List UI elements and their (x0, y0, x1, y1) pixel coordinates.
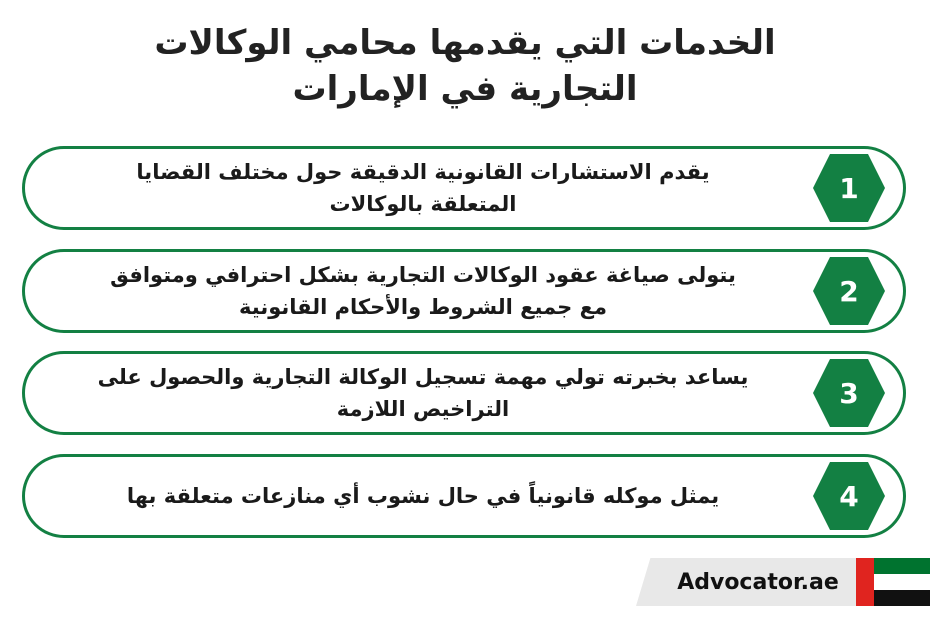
flag-red-band (856, 558, 874, 606)
brand-name[interactable]: Advocator.ae (677, 569, 839, 595)
number-badge-1-label: 1 (839, 171, 859, 205)
service-item-1 (22, 146, 906, 230)
uae-flag-icon (856, 558, 930, 606)
service-text-3 (47, 354, 799, 432)
service-item-4 (22, 454, 906, 538)
service-text-2 (47, 252, 799, 330)
service-text-1-line-1: يقدم الاستشارات القانونية الدقيقة حول مختلف القضايا (136, 160, 710, 184)
number-badge-4 (811, 458, 887, 534)
number-badge-2-label: 2 (839, 274, 859, 308)
service-text-2-line-1: يتولى صياغة عقود الوكالات التجارية بشكل احترافي ومتوافق (110, 263, 736, 287)
flag-green-stripe (874, 558, 930, 574)
service-text-3-line-1: يساعد بخبرته تولي مهمة تسجيل الوكالة التجارية والحصول على (97, 365, 749, 389)
flag-white-stripe (874, 574, 930, 590)
service-text-4 (47, 457, 799, 535)
number-badge-1 (811, 150, 887, 226)
service-text-3-line-2: التراخيص اللازمة (336, 397, 510, 421)
number-badge-2 (811, 253, 887, 329)
title-line-1: الخدمات التي يقدمها محامي الوكالات (154, 23, 776, 63)
page-title (60, 20, 870, 112)
service-text-1 (47, 149, 799, 227)
number-badge-4-label: 4 (839, 479, 859, 513)
service-text-2-line-2: مع جميع الشروط والأحكام القانونية (239, 295, 607, 319)
title-line-2: التجارية في الإمارات (292, 69, 638, 109)
service-item-2 (22, 249, 906, 333)
number-badge-3 (811, 355, 887, 431)
flag-black-stripe (874, 590, 930, 606)
service-text-4-line-1: يمثل موكله قانونياً في حال نشوب أي منازعات متعلقة بها (126, 484, 720, 508)
service-item-3 (22, 351, 906, 435)
number-badge-3-label: 3 (839, 376, 859, 410)
service-text-1-line-2: المتعلقة بالوكالات (329, 192, 517, 216)
